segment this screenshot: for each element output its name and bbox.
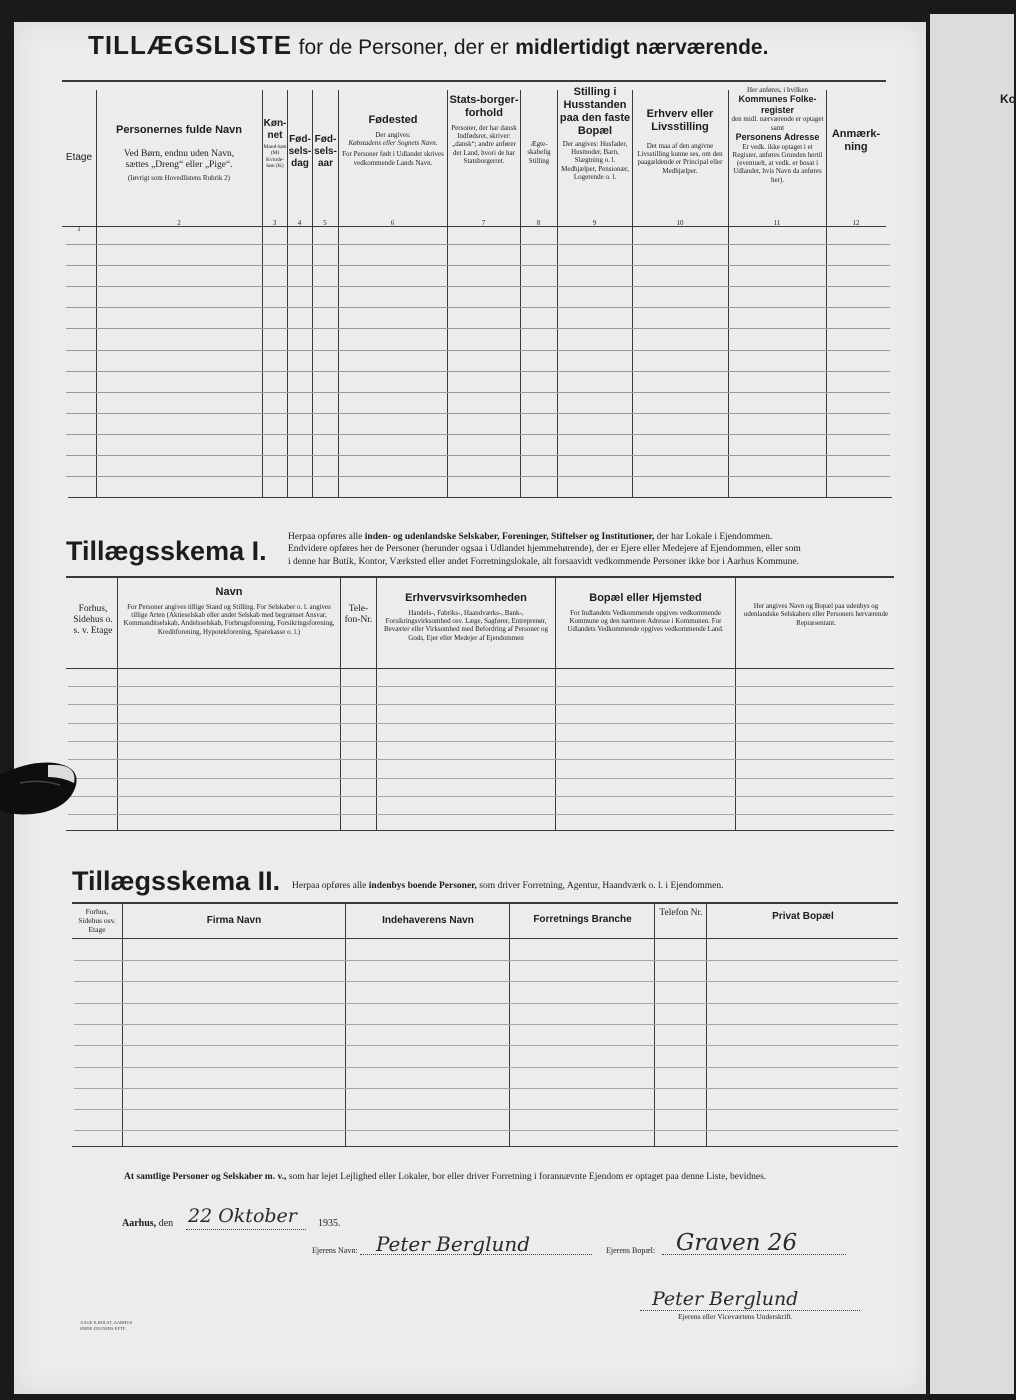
col-remarks: Anmærk-ning [831,128,881,153]
owner-address-handwritten: Graven 26 [676,1230,798,1256]
schema1-col-name-header [120,586,338,636]
schema1-col-name-title: Navn [215,586,243,598]
schema1-intro-2: Endvidere opføres her de Personer (herunder ogsaa i Udlandet hjemmehørende), der er Ejere eller Medejere af Ejendommen, eller som [288,544,801,555]
col-num: 8 [536,219,541,227]
col-sex-sub1: Mand-køn (M) [263,143,287,157]
attestation [124,1172,894,1182]
main-col-sep [96,90,97,497]
col-num: 10 [676,219,684,227]
col-register-header [730,86,825,184]
col-birthyear: Fød-sels-aar [314,134,337,169]
schema1-col-phone: Tele-fon-Nr. [344,604,373,626]
entry-row-rule [66,328,890,329]
entry-row-rule [74,1045,898,1046]
col-register-c: Er vedk. ikke optaget i et Register, anføres Grunden hertil (eventuelt, at vedk. er bosat i Udlandet, hvis Navn da anføres her). [732,142,823,184]
main-title-rest-b: midlertidigt nærværende. [515,36,769,59]
col-occupation-text: Det maa af den angivne Livsstilling kunne ses, om den paagældende er Principal eller Medhjælper. [637,141,723,175]
entry-row-rule [74,1130,898,1131]
entry-row-rule [68,778,894,779]
schema1-header-rule [66,668,894,669]
col-num: 9 [592,219,597,227]
schema2-intro-b: indenbys boende Personer, [368,881,477,891]
schema1-top-rule [66,576,894,578]
schema1-col-residence-text: For Indlandets Vedkommende opgives vedkommende Kommune og den nærmere Adresse i Kommunen. For Udlandets Vedkommende opgives vedkommende Land. [567,608,724,634]
date-handwritten: 22 Oktober [188,1205,297,1227]
entry-row-rule [66,371,890,372]
year: 1935. [318,1218,341,1229]
entry-row-rule [74,1109,898,1110]
schema1-col-representative: Her angives Navn og Bopæl paa udenbys og udenlandske Selskabers eller Personers herværende Repræsentant. [743,602,889,627]
entry-row-rule [74,1003,898,1004]
signature-label: Ejerens eller Viceværtens Underskrift. [678,1312,793,1321]
entry-row-rule [68,686,894,687]
main-col-sep [632,90,633,497]
col-register-b: den midl. nærværende er optaget samt [731,115,824,132]
col-name-line1: Ved Børn, endnu uden Navn, [123,148,235,159]
facing-page-edge [930,14,1014,1394]
entry-row-rule [66,413,890,414]
col-num: 4 [297,219,302,227]
schema1-col-residence-header [558,592,733,634]
main-col-sep [728,90,729,497]
main-col-sep [826,90,827,497]
col-num: 6 [390,219,395,227]
col-birthplace-header [342,114,444,167]
printer-line1: AAGE E.HOLST, AARHUS [80,1320,133,1325]
col-household-title: Stilling i Husstanden paa den faste [559,86,631,124]
entry-row-rule [74,960,898,961]
main-table-bottom-rule [68,497,892,498]
col-household-title2: Bopæl [577,124,613,137]
col-birthday: Fød-sels-dag [288,134,312,169]
col-num: 1 [77,225,81,233]
attestation-b: som har lejet Lejlighed eller Lokaler, bor eller driver Forretning i forannævnte Ejendom er optaget paa denne Liste, bevidnes. [288,1172,767,1182]
entry-row-rule [74,1067,898,1068]
entry-row-rule [68,814,894,815]
main-title-bold: TILLÆGSLISTE [88,30,293,60]
entry-row-rule [66,350,890,351]
date-line [186,1229,306,1230]
col-birthplace-title: Fødested [368,114,418,126]
entry-row-rule [66,307,890,308]
col-name-line2: sættes „Dreng“ eller „Pige“. [125,160,233,171]
schema2-col-owner: Indehaverens Navn [382,915,474,926]
schema2-col-firm: Firma Navn [206,915,262,926]
col-birthplace-b: Købstadens eller Sognets Navn. [348,139,438,148]
main-table-top-rule [62,80,886,82]
schema1-intro-3: i denne har Butik, Kontor, Værksted eller andet Forretningslokale, alt forsaavidt vedkommende Personer ikke bor i Aarhus Kommune. [288,556,800,567]
col-num: 11 [773,219,781,227]
den-label: den [158,1218,174,1229]
col-birthplace-c: For Personer født i Udlandet skrives vedkommende Lands Navn. [342,150,444,167]
form-page [14,22,926,1394]
entry-row-rule [74,1088,898,1089]
schema2-header-rule [72,938,898,939]
entry-row-rule [66,244,890,245]
main-col-sep [557,90,558,497]
col-num: 5 [323,219,327,227]
schema2-col-floor: Forhus, Sidehus osv. Etage [78,907,116,934]
schema2-top-rule [72,902,898,904]
schema1-col-residence-title: Bopæl eller Hjemsted [589,592,702,604]
col-citizenship-title: Stats-borger-forhold [449,94,519,119]
entry-row-rule [68,723,894,724]
entry-row-rule [66,265,890,266]
schema1-intro-1b: inden- og udenlandske Selskaber, Foreninger, Stiftelser og Institutioner, [364,532,655,542]
schema1-col-floor: Forhus, Sidehus o. s. v. Etage [73,604,113,637]
col-num: 2 [177,219,181,227]
col-name-title: Personernes fulde Navn [116,124,242,136]
col-citizenship-text: Personer, der har dansk Indfødsret, skriver: „dansk“; andre anfører det Land, hvori de har Statsborgerret. [451,123,517,165]
col-sex-title: Køn-net [263,118,287,141]
col-household-header [559,86,631,181]
printer-imprint [80,1320,132,1332]
attestation-a: At samtlige Personer og Selskaber m. v., [124,1172,287,1182]
schema1-intro [288,531,892,568]
col-sex-sub2: Kvinde-køn (K) [265,156,285,170]
col-citizenship-header [449,94,519,165]
entry-row-rule [68,796,894,797]
place: Aarhus, [122,1218,157,1229]
schema1-col-business-header [379,592,553,642]
printer-line2: ØRDE ZEUNERS EFTF. [80,1325,127,1331]
owner-name-handwritten: Peter Berglund [376,1232,531,1256]
col-marital: Ægte-skabelig Stilling [527,140,551,165]
col-occupation-header [634,108,726,175]
col-household-text: Der angives: Husfader, Husmoder, Barn, Slægtning o. l. Medhjælper, Pensionær, Logerende o. l. [561,139,629,181]
entry-row-rule [66,434,890,435]
schema2-col-private: Privat Bopæl [772,911,834,922]
entry-row-rule [66,286,890,287]
entry-row-rule [68,741,894,742]
place-label [122,1218,173,1229]
main-col-sep [338,90,339,497]
entry-row-rule [68,759,894,760]
schema1-col-business-title: Erhvervsvirksomheden [405,592,527,604]
scanner-clip-decoration [0,755,80,825]
col-num: 3 [272,219,277,227]
col-name-note: (Iøvrigt som Hovedlistens Rubrik 2) [128,174,230,183]
entry-row-rule [66,455,890,456]
owner-address-label: Ejerens Bopæl: [606,1246,656,1255]
col-birthplace-a: Der angives: [375,130,411,139]
col-num: 7 [481,219,486,227]
col-name-header [98,124,260,183]
main-col-sep [447,90,448,497]
schema1-col-name-text: For Personer angives tillige Stand og Stilling. For Selskaber o. l. angives tillige Arten (Aktieselskab eller andet Selskab med begrænset Ansvar, Kommanditselskab, Andelsselskab, Forbrugsforening, Forsikringsforening, Kreditforening, Hypotekforening, Sparekasse o. l.) [123,602,335,636]
col-num: 12 [852,219,860,227]
schema2-intro [292,880,892,892]
entry-row-rule [74,1024,898,1025]
entry-row-rule [66,476,890,477]
main-title-rest-a: for de Personer, der er [298,36,509,59]
signature-handwritten: Peter Berglund [652,1288,799,1310]
col-sex-header [263,118,287,170]
schema2-intro-a: Herpaa opføres alle [292,881,367,891]
col-etage: Etage [65,152,93,163]
schema2-col-phone: Telefon Nr. [659,908,703,918]
schema2-title: Tillægsskema II. [72,866,281,896]
schema1-col-business-text: Handels-, Fabriks-, Haandværks-, Bank-, Forsikringsvirksomhed osv. Læge, Sagfører, Entreprenør, Beværter eller Virksomhed med Befordring af Personer og Gods, Ejer eller Medejer af Ejendommen [383,608,549,642]
owner-name-label: Ejerens Navn: [312,1246,358,1255]
schema2-col-branch: Forretnings Branche [533,914,632,925]
entry-row-rule [66,392,890,393]
facing-page-fragment: Ko [1000,92,1016,106]
signature-line [640,1310,860,1311]
schema2-intro-c: som driver Forretning, Agentur, Haandværk o. l. i Ejendommen. [479,881,724,891]
col-register-title2: Personens Adresse [735,131,820,142]
col-register-a: Her anføres, i hvilken [746,86,809,94]
entry-row-rule [74,981,898,982]
schema1-title: Tillægsskema I. [66,536,267,566]
schema2-bottom-rule [72,1146,898,1147]
schema1-bottom-rule [66,830,894,831]
entry-row-rule [68,704,894,705]
main-title [88,30,768,61]
schema1-intro-1a: Herpaa opføres alle [288,532,363,542]
col-register-title: Kommunes Folke-register [738,94,817,115]
col-occupation-title: Erhverv eller Livsstilling [646,108,714,133]
schema1-intro-1c: der har Lokale i Ejendommen. [656,532,773,542]
